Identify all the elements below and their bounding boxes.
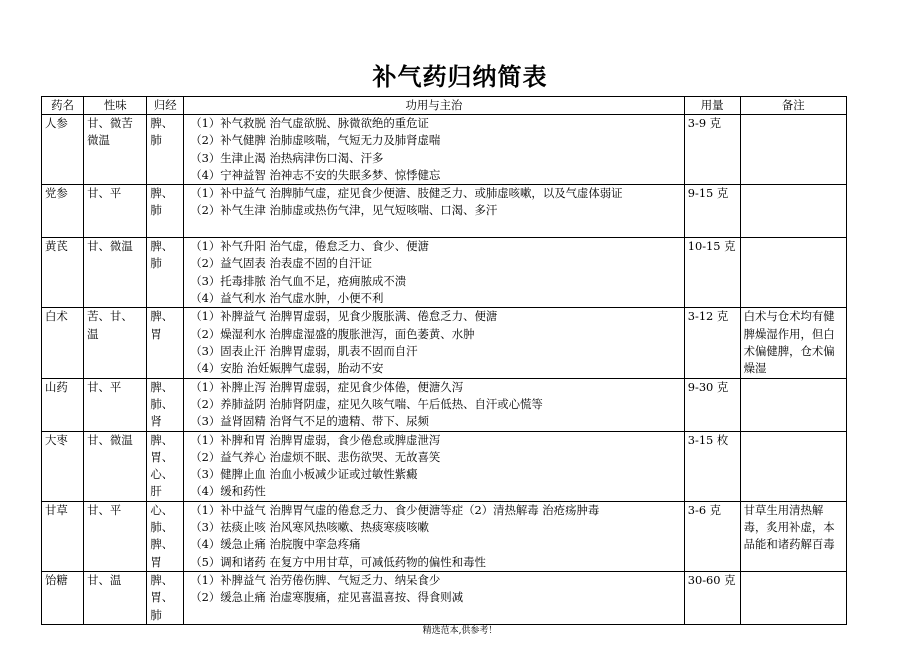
cell-note <box>740 185 846 238</box>
cell-dosage: 3-15 枚 <box>684 431 740 501</box>
cell-note <box>740 571 846 624</box>
function-line: （2）补气生津 治肺虚或热伤气津，见气短咳喘、口渴、多汗 <box>190 203 498 218</box>
function-line: （4）宁神益智 治神志不安的失眠多梦、惊悸健忘 <box>190 167 441 182</box>
function-line: （3）托毒排脓 治气血不足，疮痈脓成不溃 <box>190 273 407 288</box>
table-row <box>42 571 847 624</box>
cell-function <box>184 238 684 308</box>
cell-nature: 甘、平 <box>84 501 147 571</box>
function-line: （1）补气升阳 治气虚，倦怠乏力、食少、便溏 <box>190 239 429 254</box>
function-line: （3）祛痰止咳 治风寒风热咳嗽、热痰寒痰咳嗽 <box>190 520 429 535</box>
function-line: （3）生津止渴 治热病津伤口渴、汗多 <box>190 150 384 165</box>
table-row <box>42 308 847 378</box>
cell-meridian: 脾、胃、肺 <box>147 571 184 624</box>
function-line: （2）燥湿利水 治脾虚湿盛的腹胀泄泻，面色萎黄、水肿 <box>190 326 475 341</box>
function-line: （1）补中益气 治脾肺气虚，症见食少便溏、肢健乏力、或肺虚咳嗽，以及气虚体弱证 <box>190 186 623 201</box>
cell-dosage: 9-15 克 <box>684 185 740 238</box>
cell-nature: 苦、甘、温 <box>84 308 147 378</box>
header-meridian: 归经 <box>147 97 184 115</box>
cell-meridian: 脾、肺、肾 <box>147 378 184 431</box>
function-line: （4）安胎 治妊娠脾气虚弱，胎动不安 <box>190 361 384 376</box>
cell-function <box>184 501 684 571</box>
table-row <box>42 378 847 431</box>
function-line: （2）益气养心 治虚烦不眠、悲伤欲哭、无故喜笑 <box>190 449 441 464</box>
cell-function <box>184 378 684 431</box>
cell-nature: 甘、平 <box>84 378 147 431</box>
function-line: （1）补脾和胃 治脾胃虚弱，食少倦怠或脾虚泄泻 <box>190 432 441 447</box>
cell-function <box>184 115 684 185</box>
cell-dosage: 3-6 克 <box>684 501 740 571</box>
function-line: （2）益气固表 治表虚不固的自汗证 <box>190 256 372 271</box>
cell-name: 山药 <box>42 378 84 431</box>
table-row <box>42 238 847 308</box>
cell-dosage: 3-9 克 <box>684 115 740 185</box>
herb-summary-table <box>41 96 847 625</box>
header-dosage: 用量 <box>684 97 740 115</box>
function-line: （4）缓急止痛 治脘腹中挛急疼痛 <box>190 537 361 552</box>
cell-note <box>740 238 846 308</box>
cell-name: 人参 <box>42 115 84 185</box>
cell-dosage: 3-12 克 <box>684 308 740 378</box>
header-note: 备注 <box>740 97 846 115</box>
function-line: （1）补脾益气 治劳倦伤脾、气短乏力、纳呆食少 <box>190 572 441 587</box>
table-body <box>42 115 847 625</box>
table-row <box>42 115 847 185</box>
function-line: （4）益气利水 治气虚水肿，小便不利 <box>190 291 384 306</box>
function-line: （3）益肾固精 治肾气不足的遗精、带下、尿频 <box>190 414 429 429</box>
cell-meridian: 心、肺、脾、胃 <box>147 501 184 571</box>
table-row <box>42 185 847 238</box>
cell-meridian: 脾、肺 <box>147 238 184 308</box>
cell-name: 党参 <box>42 185 84 238</box>
cell-note: 甘草生用清热解毒，炙用补虚，本品能和诸药解百毒 <box>740 501 846 571</box>
cell-name: 大枣 <box>42 431 84 501</box>
cell-meridian: 脾、胃 <box>147 308 184 378</box>
header-name: 药名 <box>42 97 84 115</box>
cell-nature: 甘、微苦微温 <box>84 115 147 185</box>
cell-name: 甘草 <box>42 501 84 571</box>
function-line: （3）健脾止血 治血小板减少证或过敏性紫癜 <box>190 467 418 482</box>
cell-name: 饴糖 <box>42 571 84 624</box>
cell-nature: 甘、微温 <box>84 238 147 308</box>
cell-nature: 甘、温 <box>84 571 147 624</box>
cell-note <box>740 115 846 185</box>
table-row <box>42 431 847 501</box>
function-line: （1）补气救脱 治气虚欲脱、脉微欲绝的重危证 <box>190 116 429 130</box>
footer-note: 精选范本,供参考！ <box>422 626 498 636</box>
function-line: （5）调和诸药 在复方中用甘草，可减低药物的偏性和毒性 <box>190 554 486 569</box>
cell-function <box>184 431 684 501</box>
cell-name: 黄芪 <box>42 238 84 308</box>
function-line: （2）补气健脾 治肺虚咳喘，气短无力及肺肾虚喘 <box>190 133 441 148</box>
function-line: （1）补脾止泻 治脾胃虚弱，症见食少体倦，便溏久泻 <box>190 379 464 394</box>
header-nature: 性味 <box>84 97 147 115</box>
table-row <box>42 501 847 571</box>
function-line: （2）养肺益阴 治肺肾阴虚，症见久咳气喘、午后低热、自汗或心慌等 <box>190 396 543 411</box>
page-title: 补气药归纳简表 <box>372 63 548 91</box>
cell-meridian: 脾、肺 <box>147 185 184 238</box>
cell-dosage: 9-30 克 <box>684 378 740 431</box>
cell-note <box>740 431 846 501</box>
table-header-row <box>42 97 847 115</box>
cell-note: 白术与仓术均有健脾燥湿作用，但白术偏健脾，仓术偏燥湿 <box>740 308 846 378</box>
function-line: （3）固表止汗 治脾胃虚弱，肌表不固而自汗 <box>190 343 418 358</box>
cell-function <box>184 308 684 378</box>
cell-meridian: 脾、肺 <box>147 115 184 185</box>
function-line: （4）缓和药性 <box>190 484 266 499</box>
cell-function <box>184 185 684 238</box>
cell-dosage: 10-15 克 <box>684 238 740 308</box>
cell-meridian: 脾、胃、心、肝 <box>147 431 184 501</box>
function-line: （1）补脾益气 治脾胃虚弱，见食少腹胀满、倦怠乏力、便溏 <box>190 309 498 324</box>
cell-dosage: 30-60 克 <box>684 571 740 624</box>
function-line: （1）补中益气 治脾胃气虚的倦怠乏力、食少便溏等症（2）清热解毒 治疮疡肿毒 <box>190 502 600 517</box>
cell-nature: 甘、微温 <box>84 431 147 501</box>
header-function: 功用与主治 <box>184 97 684 115</box>
cell-note <box>740 378 846 431</box>
cell-function <box>184 571 684 624</box>
cell-name: 白术 <box>42 308 84 378</box>
cell-nature: 甘、平 <box>84 185 147 238</box>
function-line: （2）缓急止痛 治虚寒腹痛，症见喜温喜按、得食则减 <box>190 590 464 605</box>
